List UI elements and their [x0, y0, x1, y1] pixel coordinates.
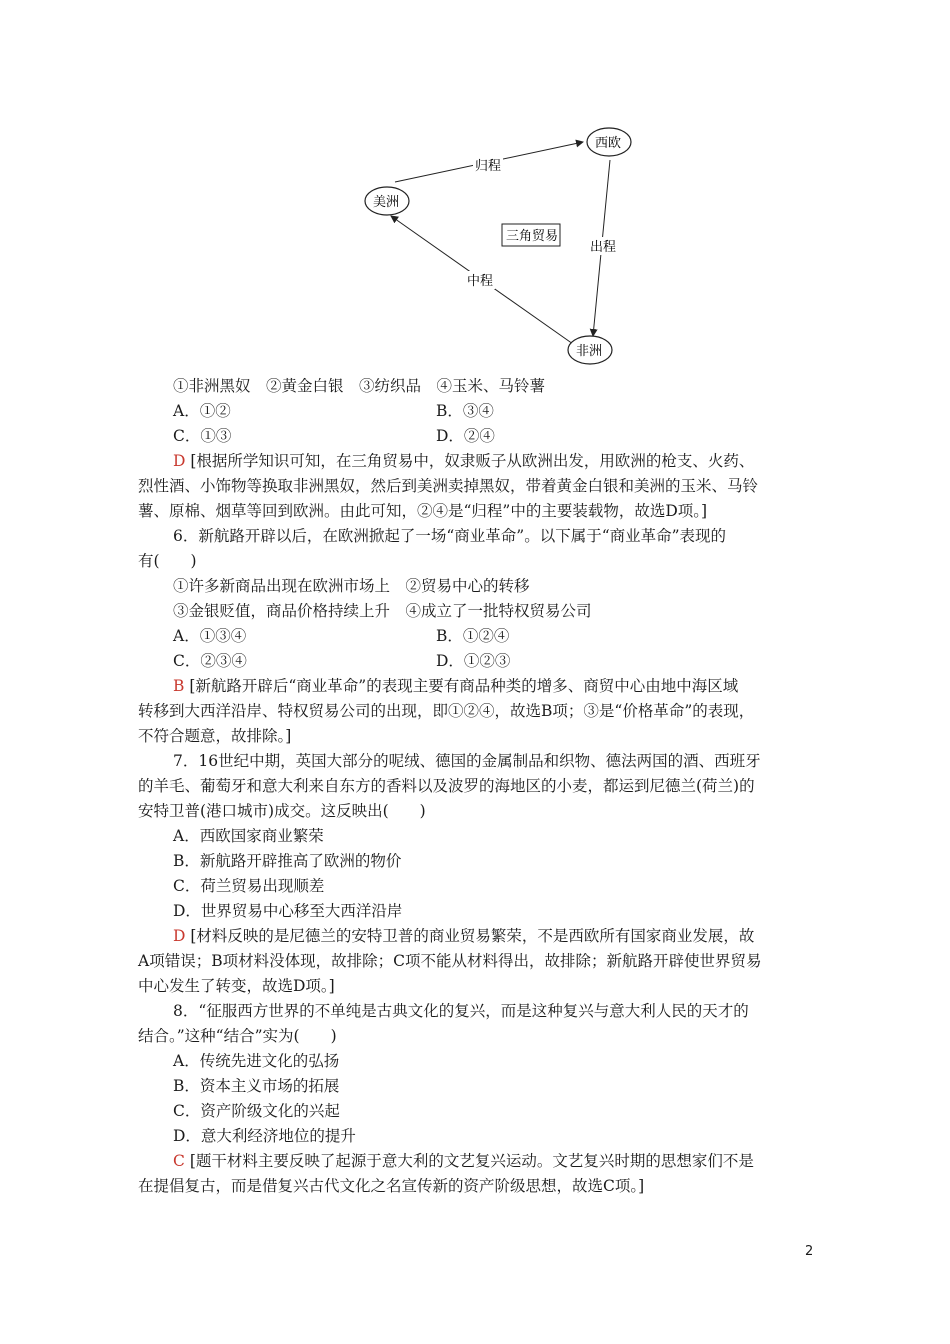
- q7-stem-line: 安特卫普(港口城市)成交。这反映出( ): [138, 802, 426, 820]
- q7-explanation-line: [138, 924, 818, 949]
- q7-option-b: B．新航路开辟推高了欧洲的物价: [173, 852, 402, 870]
- q6-option-b: B．①②④: [436, 627, 510, 645]
- q8-option-d: D．意大利经济地位的提升: [173, 1127, 356, 1145]
- q8-stem-line: 8．“征服西方世界的不单纯是古典文化的复兴，而是这种复兴与意大利人民的天才的: [173, 1002, 749, 1020]
- diagram-svg: [355, 120, 645, 370]
- page-number: 2: [805, 1244, 814, 1259]
- q6-options-row-1: [138, 624, 818, 649]
- question-content: [138, 374, 818, 1199]
- triangular-trade-diagram: [355, 120, 645, 370]
- q5-option-d: D．②④: [436, 427, 495, 445]
- q5-explanation-text: [根据所学知识可知，在三角贸易中，奴隶贩子从欧洲出发，用欧洲的枪支、火药、: [190, 452, 755, 470]
- q8-explanation-line: [138, 1149, 818, 1174]
- edge-label-return: 归程: [475, 159, 502, 174]
- q8-answer: C: [173, 1152, 185, 1170]
- q6-explanation-line: 转移到大西洋沿岸、特权贸易公司的出现，即①②④，故选B项；③是“价格革命”的表现，: [138, 702, 755, 720]
- q7-explanation-line: A项错误；B项材料没体现，故排除；C项不能从材料得出，故排除；新航路开辟使世界贸易: [138, 952, 762, 970]
- q6-explanation-text: [新航路开辟后“商业革命”的表现主要有商品种类的增多、商贸中心由地中海区域: [189, 677, 739, 695]
- q6-answer: B: [173, 677, 185, 695]
- q6-option-c: C．②③④: [173, 652, 247, 670]
- q6-explanation-line: 不符合题意，故排除。]: [138, 727, 292, 745]
- q7-stem-line: 的羊毛、葡萄牙和意大利来自东方的香料以及波罗的海地区的小麦，都运到尼德兰(荷兰)的: [138, 777, 755, 795]
- q6-option-a: A．①③④: [173, 627, 247, 645]
- edge-label-middle: 中程: [467, 274, 494, 289]
- q6-item-line: ①许多新商品出现在欧洲市场上 ②贸易中心的转移: [173, 577, 530, 595]
- center-label: 三角贸易: [506, 229, 559, 244]
- q5-option-a: A．①②: [173, 402, 231, 420]
- q5-explanation-line: 烈性酒、小饰物等换取非洲黑奴，然后到美洲卖掉黑奴，带着黄金白银和美洲的玉米、马铃: [138, 477, 759, 495]
- q6-options-row-2: [138, 649, 818, 674]
- q5-options-row-1: [138, 399, 818, 424]
- node-africa: 非洲: [576, 344, 603, 359]
- q5-explanation-line: [138, 449, 818, 474]
- q6-stem-line: 有( ): [138, 552, 197, 570]
- q7-option-c: C．荷兰贸易出现顺差: [173, 877, 325, 895]
- q5-options-row-2: [138, 424, 818, 449]
- q6-option-d: D．①②③: [436, 652, 511, 670]
- q6-explanation-line: [138, 674, 818, 699]
- q8-explanation-text: [题干材料主要反映了起源于意大利的文艺复兴运动。文艺复兴时期的思想家们不是: [189, 1152, 754, 1170]
- q7-explanation-line: 中心发生了转变，故选D项。]: [138, 977, 335, 995]
- q5-answer: D: [173, 452, 186, 470]
- edge-label-outbound: 出程: [590, 240, 617, 255]
- q8-option-b: B．资本主义市场的拓展: [173, 1077, 340, 1095]
- q5-explanation-line: 薯、原棉、烟草等回到欧洲。由此可知，②④是“归程”中的主要装载物，故选D项。]: [138, 502, 708, 520]
- q6-item-line: ③金银贬值，商品价格持续上升 ④成立了一批特权贸易公司: [173, 602, 592, 620]
- q7-option-a: A．西欧国家商业繁荣: [173, 827, 324, 845]
- node-west-europe: 西欧: [595, 136, 622, 151]
- q6-stem-line: 6．新航路开辟以后，在欧洲掀起了一场“商业革命”。以下属于“商业革命”表现的: [173, 527, 727, 545]
- q8-explanation-line: 在提倡复古，而是借复兴古代文化之名宣传新的资产阶级思想，故选C项。]: [138, 1177, 645, 1195]
- q7-explanation-text: [材料反映的是尼德兰的安特卫普的商业贸易繁荣，不是西欧所有国家商业发展，故: [190, 927, 755, 945]
- q5-items: ①非洲黑奴 ②黄金白银 ③纺织品 ④玉米、马铃薯: [173, 377, 546, 395]
- q8-option-c: C．资产阶级文化的兴起: [173, 1102, 340, 1120]
- q5-option-b: B．③④: [436, 402, 494, 420]
- node-america: 美洲: [373, 195, 400, 210]
- q8-stem-line: 结合。”这种“结合”实为( ): [138, 1027, 337, 1045]
- q8-option-a: A．传统先进文化的弘扬: [173, 1052, 340, 1070]
- q7-stem-line: 7．16世纪中期，英国大部分的呢绒、德国的金属制品和织物、德法两国的酒、西班牙: [173, 752, 761, 770]
- q7-answer: D: [173, 927, 186, 945]
- q5-option-c: C．①③: [173, 427, 232, 445]
- q7-option-d: D．世界贸易中心移至大西洋沿岸: [173, 902, 403, 920]
